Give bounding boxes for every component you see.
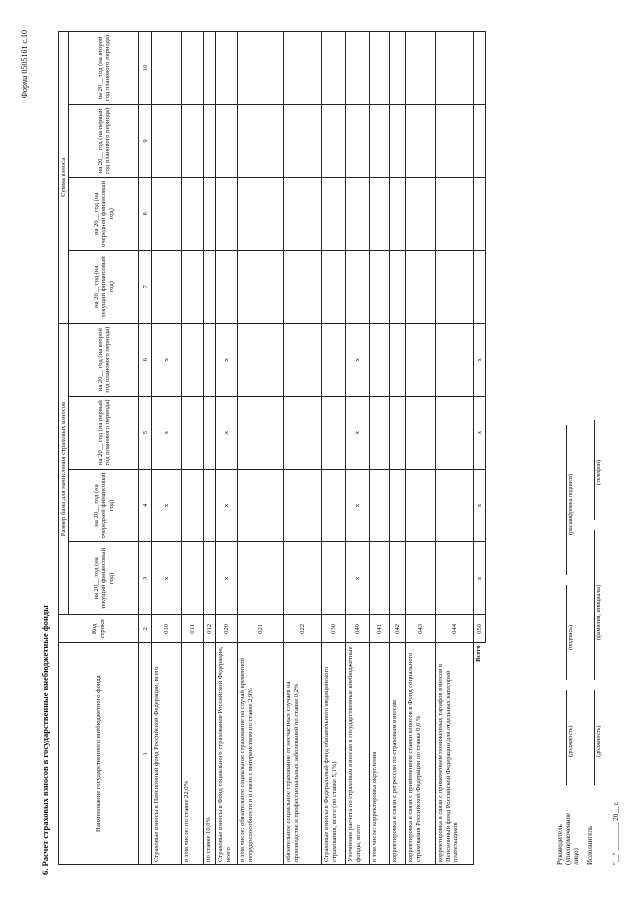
cell-sum-current[interactable] [284, 250, 322, 323]
total-base-next[interactable]: x [474, 469, 486, 542]
cell-base-next[interactable] [436, 469, 474, 542]
cell-base-next[interactable] [322, 469, 346, 542]
cell-sum-first[interactable] [238, 104, 284, 177]
cell-sum-current[interactable] [346, 250, 370, 323]
row-name: в том числе: по ставке 22,0% [182, 643, 204, 865]
row-name: Страховые взносы в Пенсионный фонд Российской Федерации, всего [152, 643, 182, 865]
cell-sum-second[interactable] [152, 32, 182, 105]
header-base-first: на 20__ год (на первый год планового периода) [69, 396, 139, 469]
cell-base-first[interactable] [322, 396, 346, 469]
table-row [216, 32, 238, 865]
cell-base-second[interactable]: x [346, 323, 370, 396]
row-code: 044 [436, 615, 474, 643]
cell-sum-current[interactable] [152, 250, 182, 323]
row-name: корректировка в связи с применением ставки взносов в Фонд социального страхования Российской Федерации по ставке 0,0 % [406, 643, 436, 865]
cell-base-next[interactable] [284, 469, 322, 542]
cell-base-second[interactable] [238, 323, 284, 396]
cell-base-current[interactable] [370, 542, 390, 615]
cell-base-current[interactable]: x [346, 542, 370, 615]
row-code: 011 [182, 615, 204, 643]
executor-phone-caption: (телефон) [596, 459, 602, 485]
row-name: Страховые взносы в Фонд социального страхования Российской Федерации, всего [216, 643, 238, 865]
cell-sum-first[interactable] [182, 104, 204, 177]
head-position-line[interactable] [566, 690, 567, 785]
cell-base-second[interactable]: x [216, 323, 238, 396]
cell-base-first[interactable] [370, 396, 390, 469]
cell-sum-next[interactable] [152, 177, 182, 250]
total-sum-second[interactable] [474, 32, 486, 105]
cell-base-second[interactable] [182, 323, 204, 396]
cell-sum-current[interactable] [216, 250, 238, 323]
cell-base-first[interactable] [204, 396, 216, 469]
head-decode-line[interactable] [566, 425, 567, 575]
executor-fio-caption: (фамилия, инициалы) [596, 584, 602, 640]
total-sum-current[interactable] [474, 250, 486, 323]
table-row [152, 32, 182, 865]
row-code: 010 [152, 615, 182, 643]
cell-sum-first[interactable] [216, 104, 238, 177]
row-name: корректировка в связи с регрессом по страховым взносам [390, 643, 406, 865]
cell-sum-second[interactable] [346, 32, 370, 105]
header-sum-current: на 20__ год (на текущий финансовый год) [69, 250, 139, 323]
cell-base-second[interactable] [406, 323, 436, 396]
cell-sum-current[interactable] [238, 250, 284, 323]
row-code: 042 [390, 615, 406, 643]
cell-sum-second[interactable] [436, 32, 474, 105]
col-number: 10 [139, 32, 152, 105]
col-number: 3 [139, 542, 152, 615]
col-number: 9 [139, 104, 152, 177]
cell-sum-next[interactable] [346, 177, 370, 250]
col-number: 8 [139, 177, 152, 250]
col-number: 2 [139, 615, 152, 643]
row-code: 012 [204, 615, 216, 643]
row-code: 043 [406, 615, 436, 643]
cell-sum-first[interactable] [204, 104, 216, 177]
row-code: 030 [322, 615, 346, 643]
col-number: 6 [139, 323, 152, 396]
total-row [474, 32, 486, 865]
header-sum-group: Сумма взноса [59, 32, 69, 324]
cell-sum-second[interactable] [204, 32, 216, 105]
row-name: по ставке 10,0% [204, 643, 216, 865]
header-base-next: на 20__ год (на очередной финансовый год) [69, 469, 139, 542]
table-row [238, 32, 284, 865]
form-code: Форма 0505161 с.10 [20, 30, 29, 99]
total-sum-next[interactable] [474, 177, 486, 250]
total-base-first[interactable]: x [474, 396, 486, 469]
table-row [436, 32, 474, 865]
cell-base-second[interactable]: x [152, 323, 182, 396]
table-row [182, 32, 204, 865]
header-sum-next: на 20__ год (на очередной финансовый год) [69, 177, 139, 250]
head-label: Руководитель (уполномоченное лицо) [556, 812, 580, 865]
total-sum-first[interactable] [474, 104, 486, 177]
cell-base-second[interactable] [370, 323, 390, 396]
table-row [346, 32, 370, 865]
cell-base-next[interactable] [204, 469, 216, 542]
table-row [284, 32, 322, 865]
executor-phone-line[interactable] [594, 420, 595, 520]
cell-base-first[interactable] [436, 396, 474, 469]
head-decode-caption: (расшифровка подписи) [568, 473, 574, 535]
cell-sum-current[interactable] [204, 250, 216, 323]
cell-base-current[interactable] [322, 542, 346, 615]
row-name: в том числе: корректировка округления [370, 643, 390, 865]
table-row [390, 32, 406, 865]
header-base-group: Размер базы для начисления страховых взносов [59, 323, 69, 615]
cell-base-current[interactable] [390, 542, 406, 615]
cell-base-next[interactable] [182, 469, 204, 542]
cell-base-current[interactable]: x [216, 542, 238, 615]
cell-sum-current[interactable] [182, 250, 204, 323]
table-row [204, 32, 216, 865]
cell-sum-first[interactable] [152, 104, 182, 177]
row-code: 040 [346, 615, 370, 643]
col-number: 7 [139, 250, 152, 323]
cell-sum-first[interactable] [284, 104, 322, 177]
header-base-second: на 20__ год (на второй год планового периода) [69, 323, 139, 396]
cell-sum-current[interactable] [436, 250, 474, 323]
row-code: 021 [238, 615, 284, 643]
cell-base-first[interactable] [390, 396, 406, 469]
cell-base-current[interactable] [182, 542, 204, 615]
cell-sum-first[interactable] [370, 104, 390, 177]
cell-base-current[interactable]: x [152, 542, 182, 615]
cell-base-next[interactable] [390, 469, 406, 542]
row-code: 041 [370, 615, 390, 643]
cell-sum-second[interactable] [370, 32, 390, 105]
col-number: 1 [139, 643, 152, 865]
cell-base-second[interactable] [390, 323, 406, 396]
cell-base-second[interactable] [204, 323, 216, 396]
cell-base-first[interactable] [182, 396, 204, 469]
cell-base-current[interactable] [284, 542, 322, 615]
executor-fio-line[interactable] [594, 530, 595, 680]
cell-sum-first[interactable] [406, 104, 436, 177]
head-signature-line[interactable] [566, 585, 567, 680]
cell-base-next[interactable]: x [152, 469, 182, 542]
cell-base-current[interactable] [238, 542, 284, 615]
cell-base-second[interactable] [436, 323, 474, 396]
date-line: "__" ________ 20__ г. [612, 801, 620, 865]
total-label: Всего [474, 643, 486, 865]
cell-sum-next[interactable] [238, 177, 284, 250]
cell-base-next[interactable]: x [346, 469, 370, 542]
total-code: 050 [474, 615, 486, 643]
cell-sum-second[interactable] [182, 32, 204, 105]
cell-base-next[interactable] [238, 469, 284, 542]
cell-base-first[interactable]: x [346, 396, 370, 469]
cell-sum-next[interactable] [370, 177, 390, 250]
col-number: 5 [139, 396, 152, 469]
cell-base-second[interactable] [284, 323, 322, 396]
cell-sum-next[interactable] [322, 177, 346, 250]
cell-base-first[interactable]: x [216, 396, 238, 469]
cell-sum-first[interactable] [436, 104, 474, 177]
cell-base-next[interactable]: x [216, 469, 238, 542]
header-name: Наименование государственного внебюджетного фонда [59, 643, 139, 865]
cell-sum-second[interactable] [284, 32, 322, 105]
cell-sum-current[interactable] [370, 250, 390, 323]
cell-sum-second[interactable] [322, 32, 346, 105]
cell-base-current[interactable] [406, 542, 436, 615]
cell-sum-first[interactable] [346, 104, 370, 177]
header-sum-second: на 20__ год (на второй год планового периода) [69, 32, 139, 105]
cell-base-current[interactable] [204, 542, 216, 615]
head-position-caption: (должность) [568, 725, 574, 757]
cell-sum-second[interactable] [390, 32, 406, 105]
cell-base-next[interactable] [370, 469, 390, 542]
row-name: в том числе: обязательное социальное страхование на случай временной нетрудоспособности и в связи с материнством по ставке 2,9% [238, 643, 284, 865]
table-row [406, 32, 436, 865]
total-base-second[interactable]: x [474, 323, 486, 396]
header-code: Код строки [59, 615, 139, 643]
row-name: Страховые взносы в Федеральный фонд обязательного медицинского страхования, всего (по ставке 5,1%) [322, 643, 346, 865]
row-name: обязательное социальное страхование от несчастных случаев на производстве и профессиональных заболеваний по ставке 0,2% [284, 643, 322, 865]
table-row [370, 32, 390, 865]
head-signature-caption: (подпись) [568, 625, 574, 650]
cell-sum-second[interactable] [216, 32, 238, 105]
cell-base-first[interactable]: x [152, 396, 182, 469]
row-code: 020 [216, 615, 238, 643]
executor-label: Исполнитель [586, 825, 594, 865]
cell-base-next[interactable] [406, 469, 436, 542]
cell-base-first[interactable] [238, 396, 284, 469]
cell-base-current[interactable] [436, 542, 474, 615]
section-title: 6. Расчет страховых взносов в государственные внебюджетные фонды [40, 605, 50, 875]
row-name: корректировка в связи с применением пониженных тарифов взносов в Пенсионный фонд Российской Федерации для отдельных категорий плательщиков [436, 643, 474, 865]
cell-sum-next[interactable] [204, 177, 216, 250]
cell-sum-next[interactable] [406, 177, 436, 250]
cell-sum-next[interactable] [284, 177, 322, 250]
cell-sum-second[interactable] [238, 32, 284, 105]
header-base-current: на 20__ год (на текущий финансовый год) [69, 542, 139, 615]
cell-base-first[interactable] [406, 396, 436, 469]
cell-sum-second[interactable] [406, 32, 436, 105]
cell-sum-next[interactable] [390, 177, 406, 250]
cell-sum-next[interactable] [216, 177, 238, 250]
header-sum-first: на 20__ год (на первый год планового периода) [69, 104, 139, 177]
cell-sum-current[interactable] [406, 250, 436, 323]
row-code: 022 [284, 615, 322, 643]
cell-sum-current[interactable] [390, 250, 406, 323]
cell-sum-next[interactable] [436, 177, 474, 250]
cell-sum-current[interactable] [322, 250, 346, 323]
executor-position-caption: (должность) [596, 725, 602, 757]
cell-sum-first[interactable] [322, 104, 346, 177]
cell-sum-first[interactable] [390, 104, 406, 177]
row-name: Уточнение расчета по страховым взносам в государственные внебюджетные фонды, всего [346, 643, 370, 865]
executor-position-line[interactable] [594, 690, 595, 785]
contributions-table [58, 31, 486, 865]
col-number: 4 [139, 469, 152, 542]
total-base-current[interactable]: x [474, 542, 486, 615]
cell-sum-next[interactable] [182, 177, 204, 250]
cell-base-first[interactable] [284, 396, 322, 469]
cell-base-second[interactable] [322, 323, 346, 396]
table-row [322, 32, 346, 865]
column-numbers-row [139, 32, 152, 865]
